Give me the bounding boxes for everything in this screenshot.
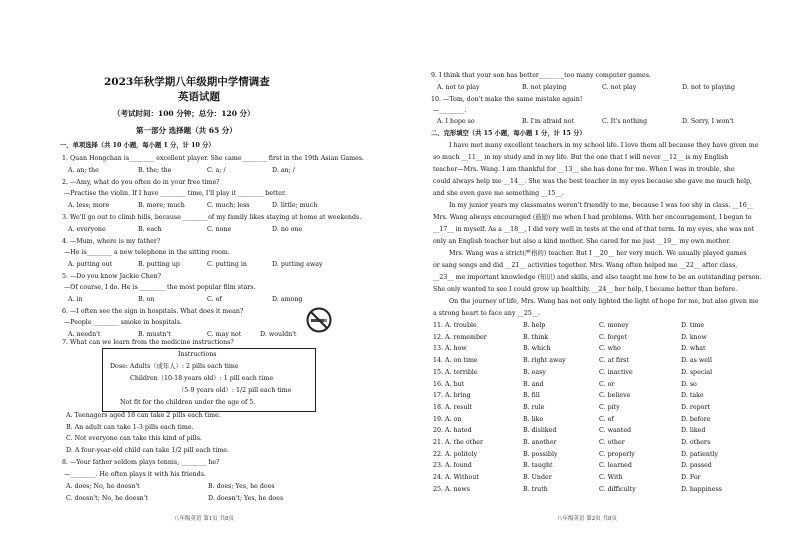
option: C. Not everyone can take this kind of pills. xyxy=(66,435,202,442)
option: A. less; more xyxy=(68,202,110,209)
cloze-question-option: 21. A. the other xyxy=(433,439,483,446)
option: A. everyone xyxy=(68,226,106,233)
cloze-option: C. inactive xyxy=(599,368,633,376)
cloze-question-option: 25. A. news xyxy=(433,485,470,493)
passage-line: so much __11__ in my study and in my life. But the one that I will never __12__ is my English xyxy=(433,154,729,161)
passage-line: Mrs. Wang was a strict(严格的) teacher. But I __20__ her very much. We usually played games xyxy=(449,250,747,257)
part-heading: 第一部分 选择题（共 65 分） xyxy=(136,126,237,135)
instructions-line: Dose: Adults（成年人）: 2 pills each time xyxy=(110,363,239,370)
cloze-option: C. properly xyxy=(599,450,635,458)
question-line: 3. We'll go out to climb hills, because ________of my family likes staying at home at weekends. xyxy=(62,214,362,221)
cloze-option: C. With xyxy=(599,474,623,482)
passage-line: teacher—Mrs. Wang. I am thankful for __13__ she has done for me. When I was in trouble, she xyxy=(433,166,735,173)
question-line: —Of course, I do. He is ________ the most popular film stars. xyxy=(64,284,256,291)
cloze-option: B. possibly xyxy=(523,450,558,458)
cloze-question-option: 24. A. Without xyxy=(433,474,479,482)
cloze-question-option: 23. A. found xyxy=(433,462,472,470)
exam-title: 2023年秋学期八年级期中学情调查 xyxy=(104,76,270,88)
question-line: —Practise the violin. If I have ________ time, I'll play it ________ better. xyxy=(64,190,287,197)
cloze-option: B. right away xyxy=(523,357,566,365)
cloze-option: D. so xyxy=(681,380,697,388)
cloze-option: B. truth xyxy=(523,485,548,493)
option: D. wouldn't xyxy=(260,331,297,338)
cloze-question-option: 14. A. on time xyxy=(433,357,478,365)
section-heading: 一、单项选择（共 10 小题，每小题 1 分，计 10 分） xyxy=(60,142,215,149)
exam-info: （考试时间：100 分钟；总分：120 分） xyxy=(113,109,255,118)
option: D. no one xyxy=(272,226,303,233)
passage-line: __23__ me important knowledge (知识) and skills, and also taught me how to be an outstanding person. xyxy=(433,274,762,281)
option: B. on xyxy=(138,296,155,303)
option: A. needn't xyxy=(68,331,101,338)
option: A. an; the xyxy=(68,167,99,174)
passage-line: and she even gave me something __15__. xyxy=(433,190,564,197)
option: C. none xyxy=(207,226,232,233)
instructions-line: Children（10-18 years old）: 1 pill each time xyxy=(130,375,274,382)
option: C. doesn't; No, he doesn't xyxy=(66,495,149,502)
option: A. in xyxy=(68,296,83,303)
cloze-option: C. other xyxy=(599,439,625,446)
cloze-option: B. easy xyxy=(523,368,546,376)
cloze-option: C. pity xyxy=(599,403,620,411)
cloze-question-option: 12. A. remember xyxy=(433,333,487,341)
passage-line: or sang songs and did __21__ activities together. Mrs. Wang often helped me __22__ after class, xyxy=(433,262,738,269)
no-smoking-sign-icon xyxy=(306,307,332,333)
cloze-option: B. disliked xyxy=(523,427,557,435)
passage-line: __17__ in myself. As a __18__, I did very well in tests at the end of that term. In my eyes, she was not xyxy=(433,226,755,233)
cloze-option: C. forget xyxy=(599,333,628,341)
cloze-option: D. For xyxy=(681,474,701,482)
question-line: —He is________ a new telephone in the sitting room. xyxy=(64,249,230,256)
exam-subtitle: 英语试题 xyxy=(178,91,220,103)
question-line: —________. xyxy=(433,107,467,114)
option: B. An adult can take 1-3 pills each time. xyxy=(66,424,194,431)
cloze-option: D. passed xyxy=(681,462,712,470)
cloze-question-option: 22. A. politely xyxy=(433,450,478,458)
cloze-question-option: 18. A. result xyxy=(433,403,473,411)
cloze-option: D. what xyxy=(681,345,706,353)
section-heading: 二、完形填空（共 15 小题，每小题 1 分，计 15 分） xyxy=(431,130,586,137)
option: B. each xyxy=(138,226,162,233)
passage-line: only an English teacher but also a kind mother. She cared for me just __19__ my own mother. xyxy=(433,238,731,245)
page-right xyxy=(397,0,794,550)
cloze-option: C. who xyxy=(599,345,621,353)
cloze-option: D. patiently xyxy=(681,450,719,458)
option: A. does; No, he doesn't xyxy=(66,483,140,490)
cloze-option: D. take xyxy=(681,392,704,400)
cloze-option: B. taught xyxy=(523,462,553,470)
cloze-option: D. report xyxy=(681,403,710,411)
question-line: 4. —Mum, where is my father? xyxy=(62,238,161,245)
cloze-option: C. difficulty xyxy=(599,485,636,493)
cloze-option: C. wanted xyxy=(599,427,632,435)
cloze-option: B. and xyxy=(523,380,544,388)
cloze-option: D. others xyxy=(681,439,711,446)
cloze-option: B. another xyxy=(523,439,557,446)
cloze-option: C. money xyxy=(599,322,629,329)
cloze-option: B. fill xyxy=(523,392,540,400)
cloze-option: C. believe xyxy=(599,392,631,400)
instructions-line: （5-9 years old）: 1/2 pill each time xyxy=(178,387,292,394)
option: D. not to playing xyxy=(682,84,735,91)
cloze-question-option: 16. A. but xyxy=(433,380,465,388)
question-line: 9. I think that your son has better________too many computer games. xyxy=(431,72,651,79)
cloze-question-option: 11. A. trouble xyxy=(433,322,477,329)
option: D. putting away xyxy=(272,261,323,268)
option: C. much; less xyxy=(207,202,250,209)
cloze-option: D. know xyxy=(681,333,707,341)
option: B. putting up xyxy=(138,261,180,268)
question-line: 1. Quan Hongchan is________ excellent player. She came________ first in the 19th Asian Games. xyxy=(62,155,365,162)
cloze-option: B. rule xyxy=(523,403,545,411)
option: C. putting in xyxy=(207,261,247,268)
option: C. of xyxy=(207,296,222,303)
option: D. Sorry, I won't xyxy=(682,118,734,125)
cloze-option: C. learned xyxy=(599,462,632,470)
question-line: —________. He often plays it with his friends. xyxy=(64,471,206,478)
question-line: 7. What can we learn from the medicine instructions? xyxy=(62,339,234,346)
option: A. putting out xyxy=(68,261,113,268)
cloze-option: C. of xyxy=(599,415,614,423)
cloze-option: B. help xyxy=(523,322,546,329)
option: C. may not xyxy=(207,331,242,338)
question-line: 2. —Amy, what do you often do in your free time? xyxy=(62,179,220,186)
option: C. not play xyxy=(602,84,637,91)
cloze-option: D. special xyxy=(681,368,713,376)
option: A. I hope so xyxy=(437,118,475,125)
passage-line: In my junior years my classmates weren't friendly to me, because I was too shy in class. __16__ xyxy=(449,202,753,209)
passage-line: could always help me __14__. She was the best teacher in my eyes because she gave me much help, xyxy=(433,178,753,185)
option: D. doesn't; Yes, he does xyxy=(208,495,284,502)
instructions-title: Instructions xyxy=(178,351,217,358)
cloze-option: D. time xyxy=(681,322,705,329)
cloze-option: D. as well xyxy=(681,357,712,365)
option: D. among xyxy=(272,296,303,303)
passage-line: On the journey of life, Mrs. Wang has not only lighted the light of hope for me, but also given me xyxy=(449,298,759,305)
cloze-question-option: 13. A. how xyxy=(433,345,467,353)
cloze-option: B. Under xyxy=(523,474,552,482)
option: A. Teenagers aged 18 can take 2 pills each time. xyxy=(66,412,221,419)
cloze-option: C. at first xyxy=(599,357,629,365)
cloze-question-option: 19. A. on xyxy=(433,415,462,423)
cloze-option: B. like xyxy=(523,415,544,423)
option: B. more; much xyxy=(138,202,185,209)
cloze-option: B. think xyxy=(523,333,549,341)
cloze-option: D. happiness xyxy=(681,485,722,493)
page-footer: 八年级英语 第1页 共8页 xyxy=(174,516,234,522)
question-line: 8. —Your father seldom plays tennis, ________ he? xyxy=(62,459,220,466)
option: B. mustn't xyxy=(138,331,171,338)
cloze-option: C. or xyxy=(599,380,615,388)
passage-line: She only wanted to see I could grow up healthily. __24__ her help, I became better than before. xyxy=(433,286,738,293)
cloze-question-option: 17. A. bring xyxy=(433,392,471,400)
option: B. the; the xyxy=(138,167,172,174)
option: D. A four-year-old child can take 1/2 pill each time. xyxy=(66,447,230,454)
cloze-question-option: 15. A. terrible xyxy=(433,368,478,376)
option: B. I'm afraid not xyxy=(522,118,575,125)
cloze-option: B. which xyxy=(523,345,551,353)
cloze-question-option: 20. A. hated xyxy=(433,427,472,435)
passage-line: Mrs. Wang always encouraged (鼓励) me when I had problems. With her encouragement, I began to xyxy=(433,214,752,221)
option: B. does; Yes, he does xyxy=(208,483,275,490)
page-footer: 八年级英语 第2页 共8页 xyxy=(557,516,617,522)
passage-line: a strong heart to face any __25__. xyxy=(433,310,541,317)
option: A. not to play xyxy=(437,84,480,91)
option: C. a; / xyxy=(207,167,226,174)
cloze-option: D. liked xyxy=(681,427,706,435)
question-line: 6. —I often see the sign in hospitals. What does it mean? xyxy=(62,308,244,315)
option: B. not playing xyxy=(522,84,567,91)
question-line: 5. —Do you know Jackie Chen? xyxy=(62,273,162,280)
passage-line: I have met many excellent teachers in my school life. I love them all because they have given me xyxy=(449,142,759,149)
option: C. It's nothing xyxy=(602,118,648,125)
question-line: 10. —Tom, don't make the same mistake again! xyxy=(431,96,583,103)
instructions-line: Not fit for the children under the age of 5. xyxy=(120,399,256,406)
option: D. an; / xyxy=(272,167,295,174)
cloze-option: D. before xyxy=(681,415,711,423)
option: D. little; much xyxy=(272,202,318,209)
question-line: —People ________ smoke in hospitals. xyxy=(64,319,182,326)
